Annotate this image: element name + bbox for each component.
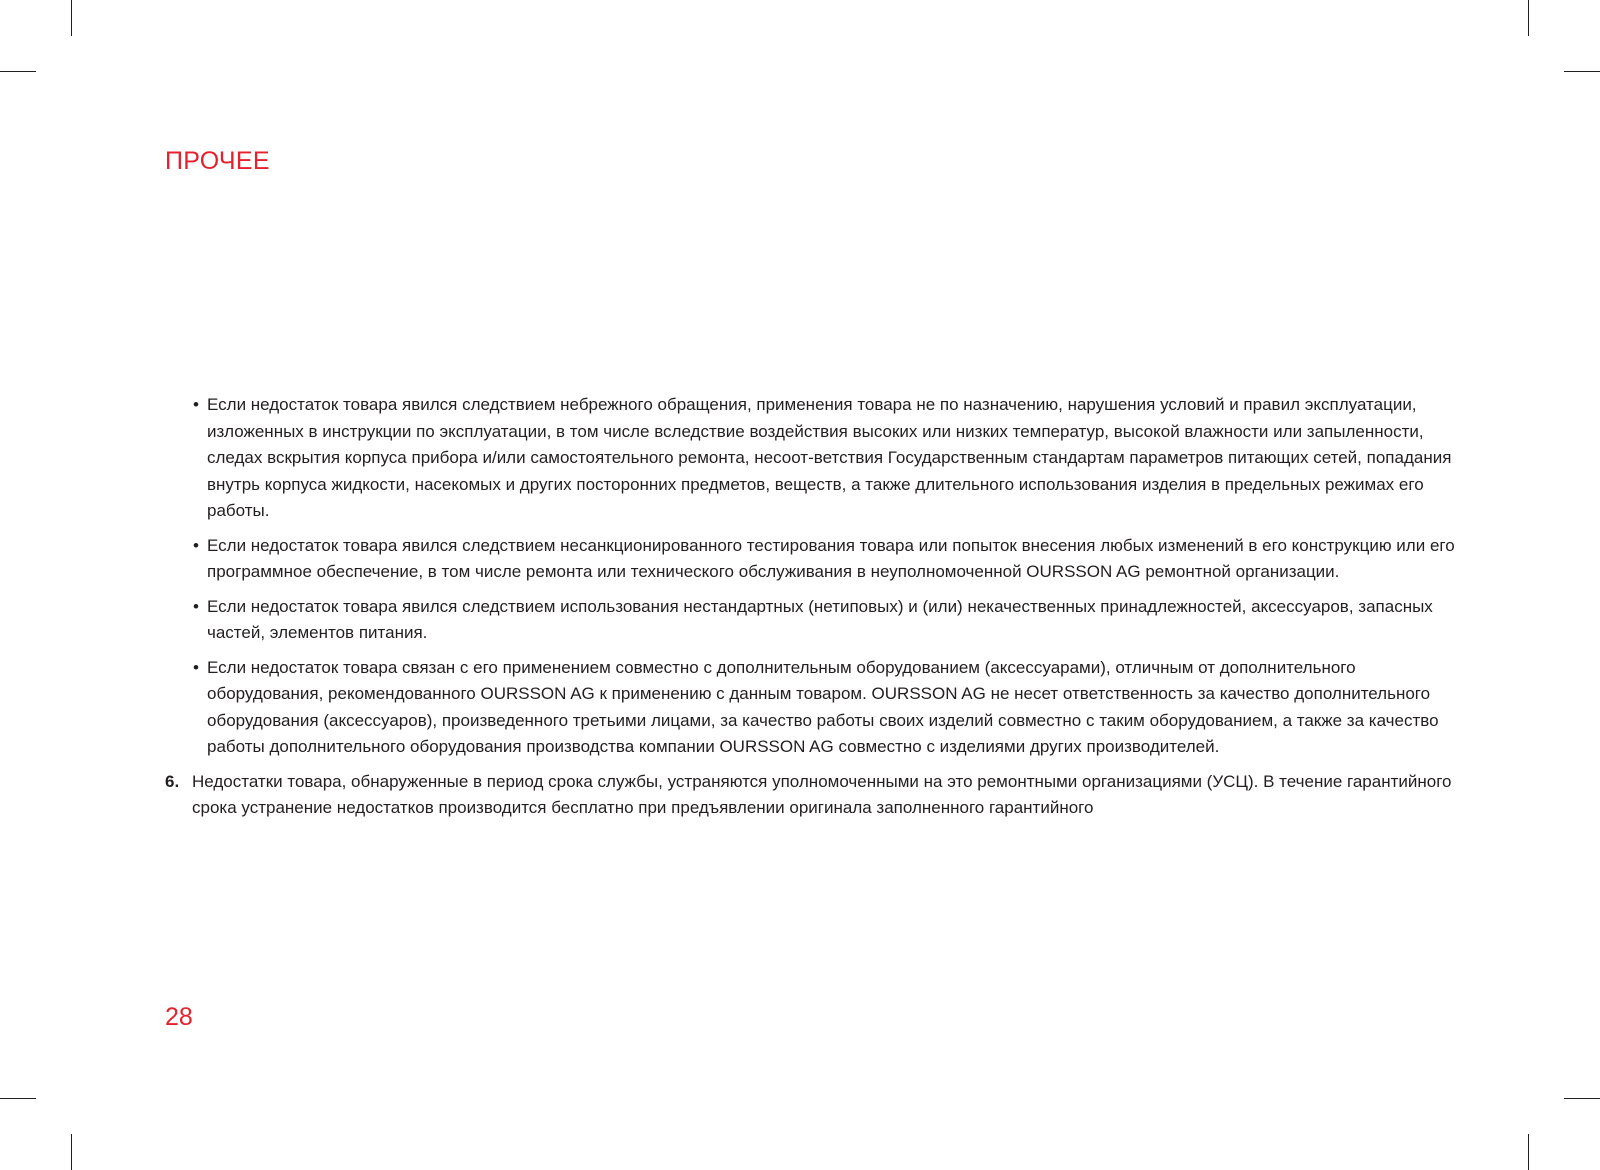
crop-mark-bottom-left (0, 1098, 36, 1099)
bullet-item (165, 594, 1455, 647)
bullet-mark: • (193, 395, 199, 414)
body-text (165, 392, 1455, 822)
bullet-text: Если недостаток товара явился следствием небрежного обращения, применения товара не по назначению, нарушения условий и правил эксплуатации, изложенных в инструкции по эксплуатации, в том числе вследствие воздействия высоких или низких температур, высокой влажности или запыленности, следах вскрытия корпуса прибора и/или самостоятельного ремонта, несоот-ветствия Государственным стандартам параметров питающих сетей, попадания внутрь корпуса жидкости, насекомых и других посторонних предметов, веществ, а также длительного использования изделия в предельных режимах его работы. (207, 395, 1452, 520)
bullet-item (165, 392, 1455, 525)
bullet-text: Если недостаток товара явился следствием использования нестандартных (нетиповых) и (или) некачественных принадлежностей, аксессуаров, запасных частей, элементов питания. (207, 596, 1433, 642)
page-number: 28 (165, 1003, 193, 1031)
crop-mark-top-left (0, 71, 36, 72)
crop-mark-bottom-right (1528, 1134, 1529, 1170)
bullet-mark: • (193, 535, 199, 555)
bullet-text: Если недостаток товара связан с его применением совместно с дополнительным оборудованием (аксессуарами), отличным от дополнительного оборудования, рекомендованного OURSSON AG к применению с данным товаром. OURSSON AG не несет ответственность за качество дополнительного оборудования (аксессуаров), произведенного третьими лицами, за качество работы своих изделий совместно с таким оборудованием, а также за качество работы дополнительного оборудования производства компании OURSSON AG совместно с изделиями других производителей. (207, 657, 1439, 756)
bullet-mark: • (193, 657, 199, 677)
crop-mark-bottom-left (71, 1134, 72, 1170)
crop-mark-top-right (1564, 71, 1600, 72)
crop-mark-top-left (71, 0, 72, 36)
numbered-item (165, 769, 1455, 822)
bullet-mark: • (193, 596, 199, 616)
section-title: ПРОЧЕЕ (165, 147, 270, 175)
crop-mark-top-right (1528, 0, 1529, 36)
bullet-text: Если недостаток товара явился следствием несанкционированного тестирования товара или попыток внесения любых изменений в его конструкцию или его программное обеспечение, в том числе ремонта или технического обслуживания в неуполномоченной OURSSON AG ремонтной организации. (207, 535, 1455, 581)
bullet-item (165, 533, 1455, 586)
crop-mark-bottom-right (1564, 1098, 1600, 1099)
numbered-item-text: Недостатки товара, обнаруженные в период срока службы, устраняются уполномоченными на это ремонтными организациями (УСЦ). В течение гарантийного срока устранение недостатков производится бесплатно при предъявлении оригинала заполненного гарантийного (192, 771, 1452, 817)
bullet-item (165, 655, 1455, 761)
item-number: 6. (165, 771, 180, 791)
